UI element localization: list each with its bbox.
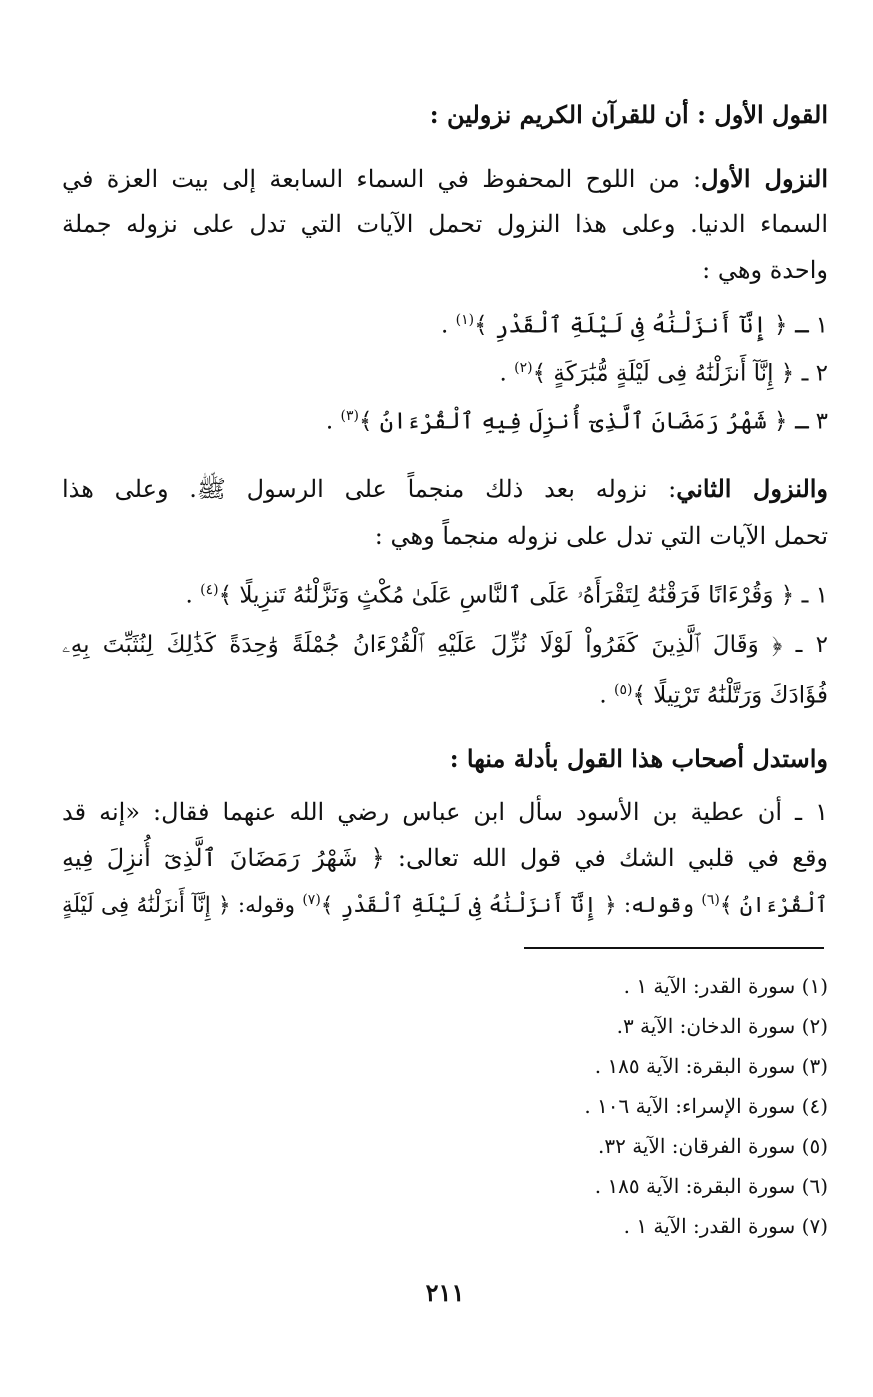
book-page [62,86,828,1366]
evidence-paragraph-line-2: وقع في قلبي الشك في قول الله تعالى: ﴿ شَهْرُ رَمَضَانَ ٱلَّذِىٓ أُنزِلَ فِيهِ [62,844,828,872]
footnote-3: (٣) سورة البقرة: الآية ١٨٥ . [594,1054,828,1078]
verse-number: ٣ ـ [794,408,828,435]
verse-number: ٢ ـ [795,632,828,658]
verse-item-2 [62,360,828,387]
verse-item-4 [62,582,828,609]
footnote-ref: (٣) [340,408,359,424]
footnote-ref: (٥) [613,682,633,698]
footnote-5: (٥) سورة الفرقان: الآية ٣٢. [598,1134,828,1158]
paragraph-first-descent-line-3: واحدة وهي : [702,256,828,284]
verse-item-1 [62,312,828,339]
paragraph-first-descent-line-1 [62,164,828,193]
verse-text: ﴿ وَقَالَ ٱلَّذِينَ كَفَرُواْ لَوْلَا نُزِّلَ عَلَيْهِ ٱلْقُرْءَانُ جُمْلَةً وَٰحِدَةً كَذَٰلِكَ لِنُثَبِّتَ بِهِۦ [62,632,783,658]
verse-text: ﴿ إِنَّآ أَنزَلْنَٰهُ فِى لَيْلَةٍ مُّبَٰرَكَةٍ ﴾ [532,360,795,387]
evidence-paragraph-line-1: ١ ـ أن عطية بن الأسود سأل ابن عباس رضي الله عنهما فقال: «إنه قد [62,798,828,826]
verse-end: . [599,682,607,709]
footnote-ref: (٧) [302,892,321,908]
footnote-ref: (٢) [514,360,533,376]
verse-number: ١ ـ [794,312,828,339]
paragraph-first-descent-line-2: السماء الدنيا. وعلى هذا النزول تحمل الآيات التي تدل على نزوله جملة [62,210,828,238]
verse-text: ٱلْقُرْءَانُ ﴾ [719,893,828,919]
verse-number: ٢ ـ [801,360,828,387]
first-descent-label: النزول الأول [701,164,828,193]
paragraph-second-descent-line-2: تحمل الآيات التي تدل على نزوله منجماً وهي : [374,522,828,550]
paragraph-second-descent-line-1 [62,474,828,509]
footnote-1: (١) سورة القدر: الآية ١ . [623,974,828,998]
footnote-divider [524,947,824,949]
verse-item-3 [62,408,828,435]
verse-text: وقوله: ﴿ إِنَّآ أَنزَلْنَٰهُ فِى لَيْلَةِ ٱلْقَدْرِ ﴾ [320,893,695,919]
footnote-ref: (٤) [200,582,219,598]
verse-item-5-line-2 [62,682,828,709]
verse-text: فُؤَادَكَ وَرَتَّلْنَٰهُ تَرْتِيلًا ﴾ [632,682,828,709]
verse-number: ١ ـ [801,582,828,609]
verse-end: . [499,360,507,387]
footnote-2: (٢) سورة الدخان: الآية ٣. [616,1014,828,1038]
footnote-ref: (٦) [701,892,720,908]
evidence-heading: واستدل أصحاب هذا القول بأدلة منها : [449,744,828,773]
verse-text: ﴿ شَهْرُ رَمَضَانَ ٱلَّذِىٓ أُنزِلَ فِيهِ ٱلْقُرْءَانُ ﴾ [359,408,788,435]
footnote-6: (٦) سورة البقرة: الآية ١٨٥ . [594,1174,828,1198]
second-descent-label: والنزول الثاني [676,474,829,503]
page-number: ٢١١ [425,1278,465,1307]
section-heading: القول الأول : أن للقرآن الكريم نزولين : [429,100,828,129]
verse-text: ﴿ إِنَّآ أَنزَلْنَٰهُ فِى لَيْلَةِ ٱلْقَدْرِ ﴾ [474,312,788,339]
footnote-7: (٧) سورة القدر: الآية ١ . [623,1214,828,1238]
paragraph-text: : من اللوح المحفوظ في السماء السابعة إلى بيت العزة في [62,165,702,193]
verse-text: وقوله: ﴿ إِنَّآ أَنزَلْنَٰهُ فِى لَيْلَةٍ [62,893,295,919]
verse-end: . [325,408,334,435]
evidence-paragraph-line-3 [62,892,828,918]
footnote-ref: (١) [455,312,475,328]
footnote-4: (٤) سورة الإسراء: الآية ١٠٦ . [584,1094,828,1118]
verse-end: . [441,312,449,339]
verse-text: ﴿ وَقُرْءَانًا فَرَقْنَٰهُ لِتَقْرَأَهُۥ عَلَى ٱلنَّاسِ عَلَىٰ مُكْثٍ وَنَزَّلْنَٰهُ تَنزِيلًا ﴾ [218,582,795,609]
verse-end: . [185,582,193,609]
verse-item-5-line-1 [62,632,828,658]
paragraph-text: : نزوله بعد ذلك منجماً على الرسول ﷺ. وعلى هذا [62,475,677,503]
